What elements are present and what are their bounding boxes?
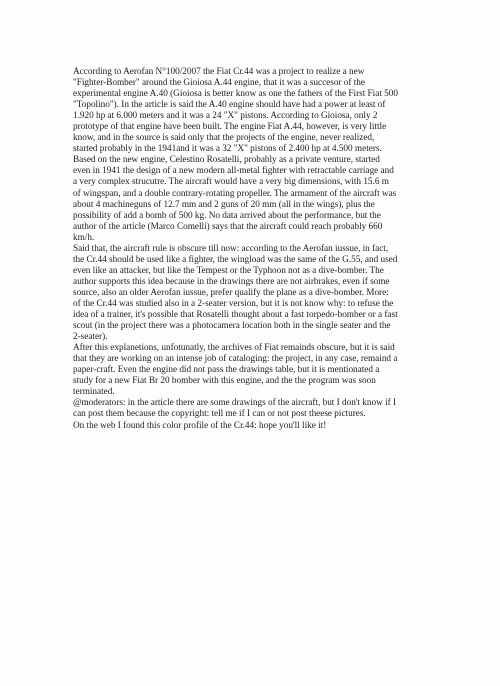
text-line: paper-craft. Even the engine did not pass the drawings table, but it is mentionated a	[73, 365, 380, 376]
text-line: On the web I found this color profile of the Cr.44: hope you'll like it!	[73, 420, 327, 431]
text-line: Based on the new engine, Celestino Rosatelli, probably as a private venture, started	[73, 155, 380, 166]
text-line: of the Cr.44 was studied also in a 2-seater version, but it is not know why: to refuse the	[73, 298, 394, 309]
text-line: "Fighter-Bomber" around the Gioiosa A.44 engine, that it was a succesor of the	[73, 78, 365, 89]
text-line: prototype of that engine have been built. The engine Fiat A.44, however, is very little	[73, 122, 387, 133]
text-line: Said that, the aircraft rule is obscure till now: according to the Aerofan iussue, in fact,	[73, 243, 389, 254]
text-line: @moderators: in the article there are some drawings of the aircraft, but I don't know if I	[73, 398, 397, 409]
text-line: know, and in the source is said only that the projects of the engine, never realized,	[73, 133, 375, 144]
text-line: idea of a trainer, it's possible that Rosatelli thought about a fast torpedo-bomber or a fast	[73, 310, 398, 321]
text-line: about 4 machineguns of 12.7 mm and 2 guns of 20 mm (all in the wings), plus the	[73, 199, 375, 210]
document-body-text	[73, 67, 445, 432]
text-line: possibility of add a bomb of 500 kg. No data arrived about the performance, but the	[73, 210, 381, 221]
text-line: After this explanetions, unfotunatly, the archives of Fiat remainds obscure, but it is said	[73, 343, 395, 354]
text-line: that they are working on an intense job of cataloging: the project, in any case, remaind a	[73, 354, 398, 365]
text-line: started probably in the 1941and it was a 32 "X" pistons of 2.400 hp at 4.500 meters.	[73, 144, 382, 155]
text-line: author of the article (Marco Comelli) says that the aircraft could reach probably 660	[73, 221, 383, 232]
text-line: experimental engine A.40 (Gioiosa is better know as one the fathers of the First Fiat 500	[73, 89, 398, 100]
text-line: 2-seater).	[73, 332, 108, 343]
text-line: the Cr.44 should be used like a fighter, the wingload was the same of the G.55, and used	[73, 254, 398, 265]
text-line: study for a new Fiat Br 20 bomber with this engine, and the the program was soon	[73, 376, 376, 387]
text-line: of wingspan, and a double contrary-rotating propeller. The armament of the aircraft was	[73, 188, 397, 199]
text-line: "Topolino"). In the article is said the A.40 engine should have had a power at least of	[73, 100, 386, 111]
text-line: even in 1941 the design of a new modern all-metal fighter with retractable carriage and	[73, 166, 394, 177]
text-line: 1.920 hp at 6.000 meters and it was a 24 "X" pistons. According to Gioiosa, only 2	[73, 111, 378, 122]
text-line: author supports this idea because in the drawings there are not airbrakes, even if some	[73, 276, 390, 287]
text-line: According to Aerofan N°100/2007 the Fiat Cr.44 was a project to realize a new	[73, 67, 365, 77]
text-line: even like an attacker, but like the Tempest or the Typhoon not as a dive-bomber. The	[73, 265, 384, 276]
text-line: source, also an older Aerofan iussue, prefer qualify the plane as a dive-bomber. More:	[73, 287, 389, 298]
text-line: a very complex strucutre. The aircraft would have a very big dimensions, with 15.6 m	[73, 177, 389, 188]
text-line: terminated.	[73, 387, 115, 398]
text-line: scout (in the project there was a photocamera location both in the single seater and the	[73, 321, 391, 332]
text-line: can post them because the copyright: tell me if I can or not post theese pictures.	[73, 409, 366, 420]
text-line: km/h.	[73, 232, 95, 243]
